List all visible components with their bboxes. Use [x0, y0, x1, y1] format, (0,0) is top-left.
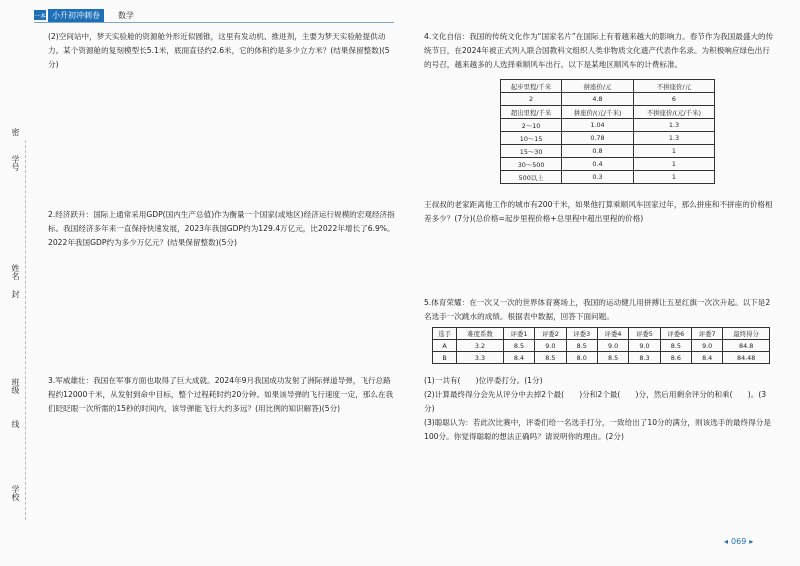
table-cell: 4.8 — [562, 93, 634, 106]
table-cell: 1.3 — [633, 132, 714, 145]
table-cell: 最终得分 — [723, 328, 770, 340]
table-row — [501, 171, 715, 184]
table-row — [501, 158, 715, 171]
side-mark-mi: 密 — [11, 128, 20, 136]
side-label-school: 学校 — [11, 485, 20, 501]
fare-table — [500, 79, 715, 184]
table-cell: 0.3 — [562, 171, 634, 184]
table-row — [501, 132, 715, 145]
table-cell: 1.04 — [562, 119, 634, 132]
table-cell: 评委6 — [660, 328, 691, 340]
table-row — [501, 119, 715, 132]
table-cell: B — [433, 352, 457, 364]
table-cell: 难度系数 — [457, 328, 504, 340]
table-cell: 9.0 — [691, 340, 722, 352]
chevron-right-icon: ▸ — [749, 537, 754, 546]
table-cell: 评委4 — [597, 328, 628, 340]
table-cell: 0.78 — [562, 132, 634, 145]
diving-score-table — [432, 327, 770, 364]
table-cell: 评委7 — [691, 328, 722, 340]
table-cell: 不拼座价/元 — [633, 80, 714, 93]
table-cell: 超出里程/千米 — [501, 106, 562, 119]
table-cell: 8.5 — [503, 340, 534, 352]
table-cell: 30～500 — [501, 158, 562, 171]
table-cell: 8.5 — [597, 352, 628, 364]
table-cell: 不拼座价/(元/千米) — [633, 106, 714, 119]
table-row — [433, 352, 770, 364]
series-logo: 一本 — [34, 10, 46, 20]
table-cell: 9.0 — [535, 340, 566, 352]
table-cell: 84.48 — [723, 352, 770, 364]
table-row — [501, 80, 715, 93]
table-cell: 3.3 — [457, 352, 504, 364]
page-header — [34, 8, 134, 22]
side-mark-feng: 封 — [11, 290, 20, 298]
table-cell: 8.0 — [566, 352, 597, 364]
table-cell: 拼座价/(元/千米) — [562, 106, 634, 119]
table-cell: 拼座价/元 — [562, 80, 634, 93]
table-cell: 1 — [633, 158, 714, 171]
side-label-class: 班级 — [11, 378, 20, 394]
table-cell: 8.4 — [503, 352, 534, 364]
table-cell: 0.4 — [562, 158, 634, 171]
side-label-name: 姓名 — [11, 264, 20, 280]
subject-label: 数学 — [118, 10, 134, 20]
table-cell: 84.8 — [723, 340, 770, 352]
table-row — [501, 93, 715, 106]
table-cell: 6 — [633, 93, 714, 106]
table-cell: 评委5 — [629, 328, 660, 340]
question-4-intro: 4.文化自信：我国的传统文化作为“国家名片”在国际上有着越来越大的影响力。春节作为我国最盛大的传统节日，在2024年被正式列入联合国教科文组织人类非物质文化遗产代表作名录。为积极响应绿色出行的号召，越来越多的人选择乘顺风车出行。以下是某地区顺风车的计费标准。 — [424, 32, 774, 69]
table-cell: 8.4 — [691, 352, 722, 364]
side-label-number: 学号 — [11, 155, 20, 171]
question-3: 3.军威雄壮：我国在军事方面也取得了巨大成就。2024年9月我国成功发射了洲际弹道导弹，飞行总路程约12000千米，从发射到命中目标，整个过程耗时约20分钟。如果该导弹的飞行速度一定，那么在我们眨眨眼一次所需的15秒的时间内，该导弹能飞行大约多远？(用比例的知识解答)(5分) — [48, 376, 394, 413]
table-row — [501, 106, 715, 119]
binding-dashed-line — [25, 140, 27, 520]
table-cell: A — [433, 340, 457, 352]
page-footer — [724, 537, 753, 546]
table-cell: 10～15 — [501, 132, 562, 145]
table-cell: 评委2 — [535, 328, 566, 340]
table-cell: 9.0 — [597, 340, 628, 352]
table-row — [433, 340, 770, 352]
table-cell: 选手 — [433, 328, 457, 340]
table-cell: 500以上 — [501, 171, 562, 184]
table-cell: 1 — [633, 171, 714, 184]
table-cell: 起步里程/千米 — [501, 80, 562, 93]
table-cell: 9.0 — [629, 340, 660, 352]
table-cell: 8.5 — [660, 340, 691, 352]
page-number: 069 — [731, 537, 747, 546]
table-cell: 15～30 — [501, 145, 562, 158]
table-row — [501, 145, 715, 158]
side-mark-xian: 线 — [11, 420, 20, 428]
table-cell: 2 — [501, 93, 562, 106]
table-row — [433, 328, 770, 340]
table-cell: 3.2 — [457, 340, 504, 352]
book-title: 小升初冲刺卷 — [48, 9, 104, 22]
table-cell: 2～10 — [501, 119, 562, 132]
table-cell: 8.5 — [535, 352, 566, 364]
question-5-intro: 5.体育荣耀：在一次又一次的世界体育赛场上，我国的运动健儿用拼搏让五星红旗一次次升起。以下是2名选手一次跳水的成绩。根据表中数据，回答下面问题。 — [424, 298, 771, 321]
question-4-question: 王叔叔的老家距离他工作的城市有200千米，如果他打算乘顺风车回家过年，那么拼座和不拼座的价格相差多少？(7分)(总价格=起步里程价格+总里程中超出里程的价格) — [424, 200, 773, 223]
table-cell: 0.8 — [562, 145, 634, 158]
question-1-part-2: (2)空间站中，梦天实验舱的资源舱外形近似圆锥，这里有发动机、推进剂，主要为梦天实验舱提供动力。某个资源舱的复刻模型长5.1米，底面直径约2.6米，它的体积约是多少立方米？(结果保留整数)(5分) — [48, 32, 390, 69]
header-rule — [34, 22, 394, 23]
table-cell: 评委1 — [503, 328, 534, 340]
question-5-sub-3: (3)聪聪认为：若此次比赛中，评委们给一名选手打分，一致给出了10分的满分，则该选手的最终得分是100分。你觉得聪聪的想法正确吗？请说明你的理由。(2分) — [424, 418, 771, 441]
table-cell: 8.3 — [629, 352, 660, 364]
table-cell: 1.3 — [633, 119, 714, 132]
table-cell: 评委3 — [566, 328, 597, 340]
table-cell: 1 — [633, 145, 714, 158]
table-cell: 8.5 — [566, 340, 597, 352]
chevron-left-icon: ◂ — [724, 537, 729, 546]
question-5-sub-1: (1)一共有( )位评委打分。(1分) — [424, 376, 543, 385]
question-5-sub-2: (2)计算最终得分会先从评分中去掉2个最( )分和2个最( )分，然后用剩余评分的和乘( )。(3分) — [424, 390, 767, 413]
table-cell: 8.6 — [660, 352, 691, 364]
question-2: 2.经济跃升：国际上通常采用GDP(国内生产总值)作为衡量一个国家(或地区)经济运行规模的宏观经济指标。我国经济多年来一直保持快速发展，2023年我国GDP约为129.4万亿元，比2022年增长了6.9%。2022年我国GDP约为多少万亿元？(结果保留整数)(5分) — [48, 210, 395, 247]
